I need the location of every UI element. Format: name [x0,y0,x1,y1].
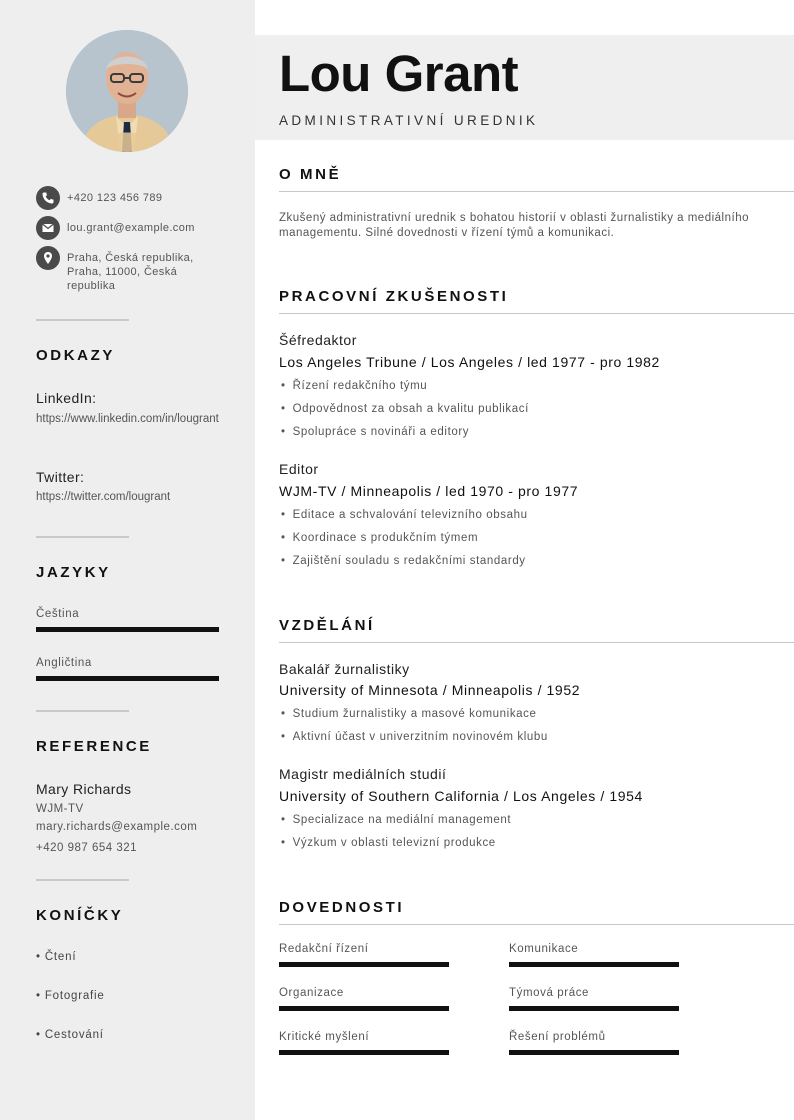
contact-email [36,216,207,240]
sidebar-divider [36,710,129,712]
reference-email[interactable]: mary.richards@example.com [36,821,198,833]
job-title: Šéfredaktor [279,332,357,348]
hobby-label: Fotografie [44,990,105,1002]
reference-phone: +420 987 654 321 [36,842,138,854]
job-bullet: • Koordinace s produkčním týmem [281,532,478,544]
skill-level-bar [279,1050,449,1055]
location-pin-icon [36,246,60,270]
sidebar-divider [36,536,129,538]
linkedin-url[interactable]: https://www.linkedin.com/in/lougrant [36,413,219,425]
sidebar-divider [36,879,129,881]
skill-name: Řešení problémů [509,1031,606,1043]
address-text: Praha, Česká republika, Praha, 11000, Česká republika [67,252,194,292]
section-rule [279,313,794,314]
skill-level-bar [509,1050,679,1055]
education-degree: Bakalář žurnalistiky [279,661,410,677]
contact-phone [36,186,207,210]
skill-level-bar [279,962,449,967]
sidebar-divider [36,319,129,321]
skill-level-bar [509,1006,679,1011]
education-school: University of Southern California / Los Angeles / 1954 [279,788,643,804]
hobbies-heading: KONÍČKY [36,907,124,924]
job-organization: Los Angeles Tribune / Los Angeles / led 1977 - pro 1982 [279,354,660,370]
links-heading: ODKAZY [36,347,115,364]
education-bullet: • Studium žurnalistiky a masové komunikace [281,708,537,720]
hobby-label: Cestování [44,1029,104,1041]
reference-name: Mary Richards [36,781,132,797]
education-heading: VZDĚLÁNÍ [279,617,375,634]
hobby-label: Čtení [44,951,77,963]
skill-name: Kritické myšlení [279,1031,370,1043]
skill-name: Organizace [279,987,344,999]
email-text[interactable]: lou.grant@example.com [67,222,195,234]
linkedin-label: LinkedIn: [36,390,97,406]
skills-heading: DOVEDNOSTI [279,899,405,916]
education-bullet: • Specializace na mediální management [281,814,511,826]
skill-level-bar [279,1006,449,1011]
about-heading: O MNĚ [279,166,342,183]
job-bullet: • Spolupráce s novináři a editory [281,426,469,438]
hobby-item: • Cestování [36,1029,104,1041]
language-level-bar [36,676,219,681]
education-degree: Magistr mediálních studií [279,766,447,782]
job-bullet: • Řízení redakčního týmu [281,380,427,392]
hobby-item: • Fotografie [36,990,105,1002]
skill-name: Redakční řízení [279,943,369,955]
skill-name: Komunikace [509,943,579,955]
job-organization: WJM-TV / Minneapolis / led 1970 - pro 1977 [279,483,579,499]
phone-icon [36,186,60,210]
languages-heading: JAZYKY [36,564,111,581]
job-bullet: • Editace a schvalování televizního obsahu [281,509,528,521]
email-icon [36,216,60,240]
job-bullet: • Odpovědnost za obsah a kvalitu publikací [281,403,529,415]
section-rule [279,642,794,643]
twitter-label: Twitter: [36,469,85,485]
job-bullet: • Zajištění souladu s redakčními standardy [281,555,526,567]
language-name: Angličtina [36,657,92,669]
hobby-item: • Čtení [36,951,77,963]
language-name: Čeština [36,608,80,620]
skill-name: Týmová práce [509,987,590,999]
twitter-url[interactable]: https://twitter.com/lougrant [36,491,171,503]
education-school: University of Minnesota / Minneapolis / 1952 [279,682,581,698]
avatar [66,30,188,152]
about-text: Zkušený administrativní urednik s bohatou historií v oblasti žurnalistiky a mediálního managementu. Silné dovednosti v řízení týmů a komunikaci. [279,212,749,239]
experience-heading: PRACOVNÍ ZKUŠENOSTI [279,288,509,305]
reference-company: WJM-TV [36,803,84,815]
education-bullet: • Výzkum v oblasti televizní produkce [281,837,496,849]
person-name: Lou Grant [279,45,519,102]
person-title: ADMINISTRATIVNÍ UREDNIK [279,113,539,128]
contact-address [36,246,205,293]
reference-heading: REFERENCE [36,738,152,755]
skill-level-bar [509,962,679,967]
section-rule [279,924,794,925]
language-level-bar [36,627,219,632]
education-bullet: • Aktivní účast v univerzitním novinovém klubu [281,731,548,743]
section-rule [279,191,794,192]
job-title: Editor [279,461,319,477]
phone-text: +420 123 456 789 [67,192,163,204]
